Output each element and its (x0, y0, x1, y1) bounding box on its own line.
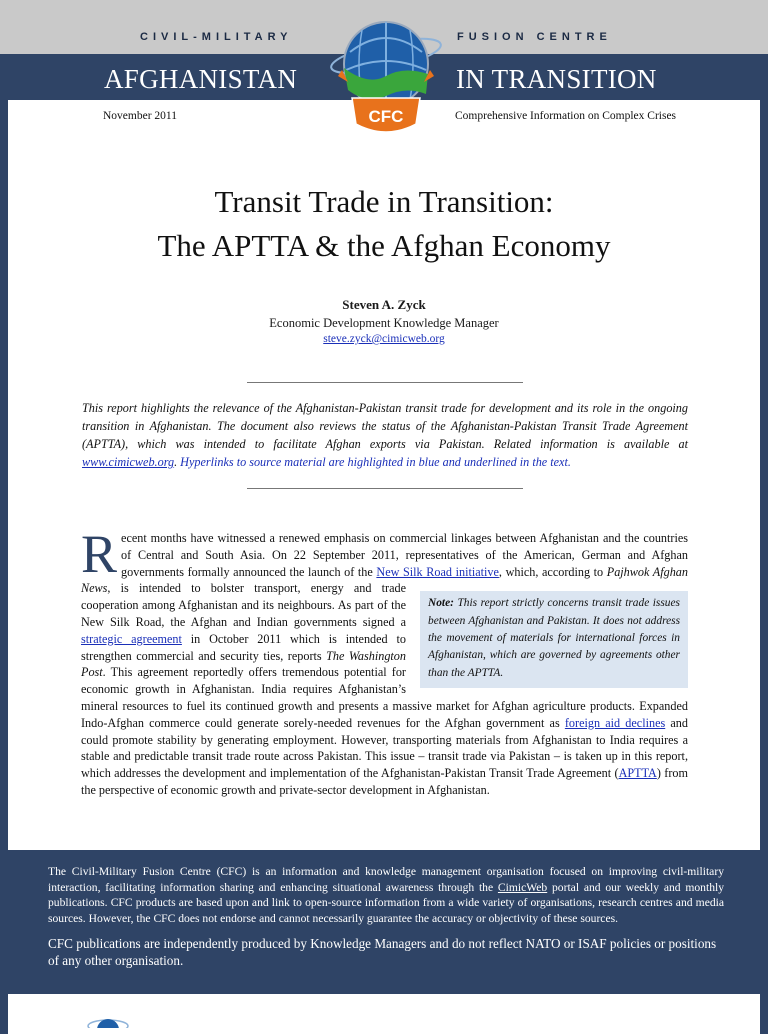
report-title-line1: Transit Trade in Transition: (214, 184, 554, 219)
logo-text: CFC (368, 107, 404, 126)
body-text-2: , which, according to (498, 564, 607, 579)
header-civil-military: CIVIL-MILITARY (140, 31, 293, 43)
cimicweb-link[interactable]: CimicWeb (497, 880, 548, 894)
body-text-6: and could promote stability by generating employment. However, transporting materials from Afghanistan to India requires a stable and predictable transit trade route across Pakistan. This issue – transit trade via Pakistan – is taken up in this report, which addresses the development and implementation of the Afghanistan-Pakistan Transit Trade Agreement ( (81, 715, 688, 781)
report-title-line2: The APTTA & the Afghan Economy (157, 228, 611, 263)
footer-independence-statement: CFC publications are independently produced by Knowledge Managers and do not reflect NATO or ISAF policies or positions of any other organisation. (48, 935, 717, 969)
body-text-4: in October 2011 which is intended to strengthen commercial and security ties, reports (81, 631, 407, 663)
note-label: Note: (428, 597, 454, 610)
strategic-agreement-link[interactable]: strategic agreement (81, 631, 182, 646)
footer-disclaimer (48, 864, 724, 970)
mini-globe-logo-icon (84, 1014, 132, 1028)
aptta-link[interactable]: APTTA (618, 766, 657, 781)
header-tagline: Comprehensive Information on Complex Crises (455, 110, 677, 122)
source-washington-post: The Washington Post (81, 648, 406, 680)
publication-date: November 2011 (103, 110, 177, 122)
abstract-highlight-note: Hyperlinks to source material are highlighted in blue and underlined in the text. (180, 455, 571, 469)
intro-paragraph (81, 524, 688, 799)
note-box (420, 591, 688, 687)
author-role: Economic Development Knowledge Manager (269, 316, 499, 330)
body-text-1: ecent months have witnessed a renewed emphasis on commercial linkages between Afghanistan and the countries of Central and South Asia. On 22 September 2011, representatives of the American, German and Afghan governments formally announced the launch of the (121, 531, 688, 579)
footer-about-text-2: portal and our weekly and monthly publications. CFC products are based upon and link to open-source information from a wide variety of organisations, research centres and media sources. However, the CFC does not endorse and cannot necessarily guarantee the accuracy or objectivity of these sources. (48, 880, 725, 926)
abstract-text: This report highlights the relevance of the Afghanistan-Pakistan transit trade for development and its role in the ongoing transition in Afghanistan. The document also reviews the status of the Afghanistan-Pakistan Transit Trade Agreement (APTTA), which was intended to facilitate Afghan exports via Pakistan. Related information is available at (82, 401, 688, 451)
foreign-aid-declines-link[interactable]: foreign aid declines (564, 715, 666, 730)
author-email-link[interactable]: steve.zyck@cimicweb.org (323, 333, 445, 345)
header-in-transition: IN TRANSITION (456, 64, 657, 94)
new-silk-road-link[interactable]: New Silk Road initiative (376, 564, 499, 579)
body-text-5: . This agreement reportedly offers tremendous potential for economic growth in Afghanistan. India requires Afghanistan’s mineral resources to fuel its continued growth and presents a massive market for Afghan agriculture products. Expanded Indo-Afghan commerce could generate sorely-needed revenues for the Afghan government as (81, 665, 688, 730)
divider-bottom (247, 488, 523, 489)
abstract-paragraph (82, 399, 688, 471)
header-fusion-centre: FUSION CENTRE (457, 31, 612, 43)
divider-top (247, 382, 523, 383)
cfc-globe-logo-icon (328, 12, 444, 142)
body-text-3: , is intended to bolster transport, energy and trade cooperation among Afghanistan and its neighbours. As part of the New Silk Road, the Afghan and Indian governments signed a (81, 581, 406, 629)
header-afghanistan: AFGHANISTAN (104, 64, 298, 94)
drop-cap: R (81, 524, 118, 584)
footer-about-paragraph (48, 864, 724, 927)
footer-about-text-1: The Civil-Military Fusion Centre (CFC) is an information and knowledge management organisation focused on improving civil-military interaction, facilitating information sharing and enhancing situational awareness through the (48, 865, 724, 894)
abstract-website-link[interactable]: www.cimicweb.org (82, 455, 175, 469)
abstract-separator: . (174, 455, 181, 469)
source-pajhwok: Pajhwok Afghan News (81, 564, 688, 596)
body-text-7: ) from the perspective of economic growth and private-sector development in Afghanistan. (81, 766, 688, 797)
note-text: This report strictly concerns transit trade issues between Afghanistan and Pakistan. It does not address the movement of materials for international forces in Afghanistan, which are governed by agreements other than the APTTA. (428, 597, 680, 679)
author-name: Steven A. Zyck (342, 297, 426, 312)
